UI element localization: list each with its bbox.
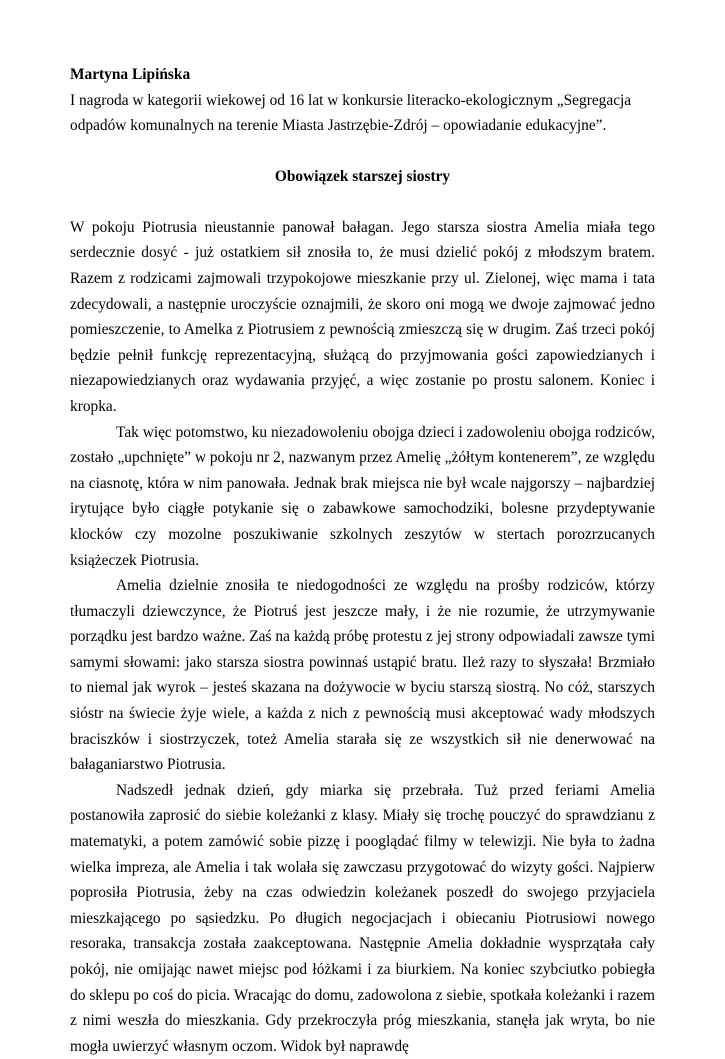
paragraph-3: Amelia dzielnie znosiła te niedogodności ze względu na prośby rodziców, którzy tłumaczyli dziewczynce, że Piotruś jest jeszcze mały, i że nie rozumie, że utrzymywanie porządku jest bardzo ważne. Zaś na każdą próbę protestu z jej strony odpowiadali zawsze tymi samymi słowami: jako starsza siostra powinnaś ustąpić bratu. Ileż razy to słyszała! Brzmiało to niemal jak wyrok – jesteś skazana na dożywocie w byciu starszą siostrą. No cóż, starszych sióstr na świecie żyje wiele, a każda z nich z pewnością musi akceptować wady młodszych braciszków i siostrzyczek, toteż Amelia starała się ze wszystkich sił nie denerwować na bałaganiarstwo Piotrusia. — [70, 577, 655, 774]
award-line-1: I nagroda w kategorii wiekowej od 16 lat w konkursie literacko-ekologicznym „Segregacja — [70, 91, 632, 109]
paragraph-4: Nadszedł jednak dzień, gdy miarka się przebrała. Tuż przed feriami Amelia postanowiła zaprosić do siebie koleżanki z klasy. Miały się trochę pouczyć do sprawdzianu z matematyki, a potem zamówić sobie pizzę i pooglądać filmy w telewizji. Nie była to żadna wielka impreza, ale Amelia i tak wolała się zawczasu przygotować do wizyty gości. Najpierw poprosiła Piotrusia, żeby na czas odwiedzin koleżanek poszedł do swojego przyjaciela mieszkającego po sąsiedzku. Po długich negocjacjach i obiecaniu Piotrusiowi nowego resoraka, transakcja została zaakceptowana. Następnie Amelia dokładnie wysprzątała cały pokój, nie omijając nawet miejsc pod łóżkami i za biurkiem. Na koniec szybciutko pobiegła do sklepu po coś do picia. Wracając do domu, zadowolona z siebie, spotkała koleżanki i razem z nimi weszła do mieszkania. Gdy przekroczyła próg mieszkania, stanęła jak wryta, bo nie mogła uwierzyć własnym oczom. Widok był naprawdę — [70, 781, 655, 1055]
document-header — [70, 62, 655, 139]
paragraph-1: W pokoju Piotrusia nieustannie panował bałagan. Jego starsza siostra Amelia miała tego serdecznie dosyć - już ostatkiem sił znosiła to, że musi dzielić pokój z młodszym bratem. Razem z rodzicami zajmowali trzypokojowe mieszkanie przy ul. Zielonej, więc mama i tata zdecydowali, a następnie uroczyście oznajmili, że skoro oni mogą we dwoje zajmować jedno pomieszczenie, to Amelka z Piotrusiem z pewnością zmieszczą się w drugim. Zaś trzeci pokój będzie pełnił funkcję reprezentacyjną, służącą do przyjmowania gości zapowiedzianych i niezapowiedzianych oraz wydawania przyjęć, a więc zostanie po prostu salonem. Koniec i kropka. — [70, 218, 655, 415]
story-body — [70, 215, 655, 1059]
author-name: Martyna Lipińska — [70, 66, 191, 83]
story-title: Obowiązek starszej siostry — [274, 167, 451, 185]
award-line-2: odpadów komunalnych na terenie Miasta Jastrzębie-Zdrój – opowiadanie edukacyjne”. — [70, 117, 607, 135]
paragraph-2: Tak więc potomstwo, ku niezadowoleniu obojga dzieci i zadowoleniu obojga rodziców, zostało „upchnięte” w pokoju nr 2, nazwanym przez Amelię „żółtym kontenerem”, ze względu na ciasnotę, która w nim panowała. Jednak brak miejsca nie był wcale najgorszy – najbardziej irytujące było ciągłe potykanie się o zabawkowe samochodziki, bolesne przydeptywanie klocków czy mozolne poszukiwanie szkolnych zeszytów w stertach porozrzucanych książeczek Piotrusia. — [70, 423, 656, 569]
document-page — [70, 62, 655, 1059]
